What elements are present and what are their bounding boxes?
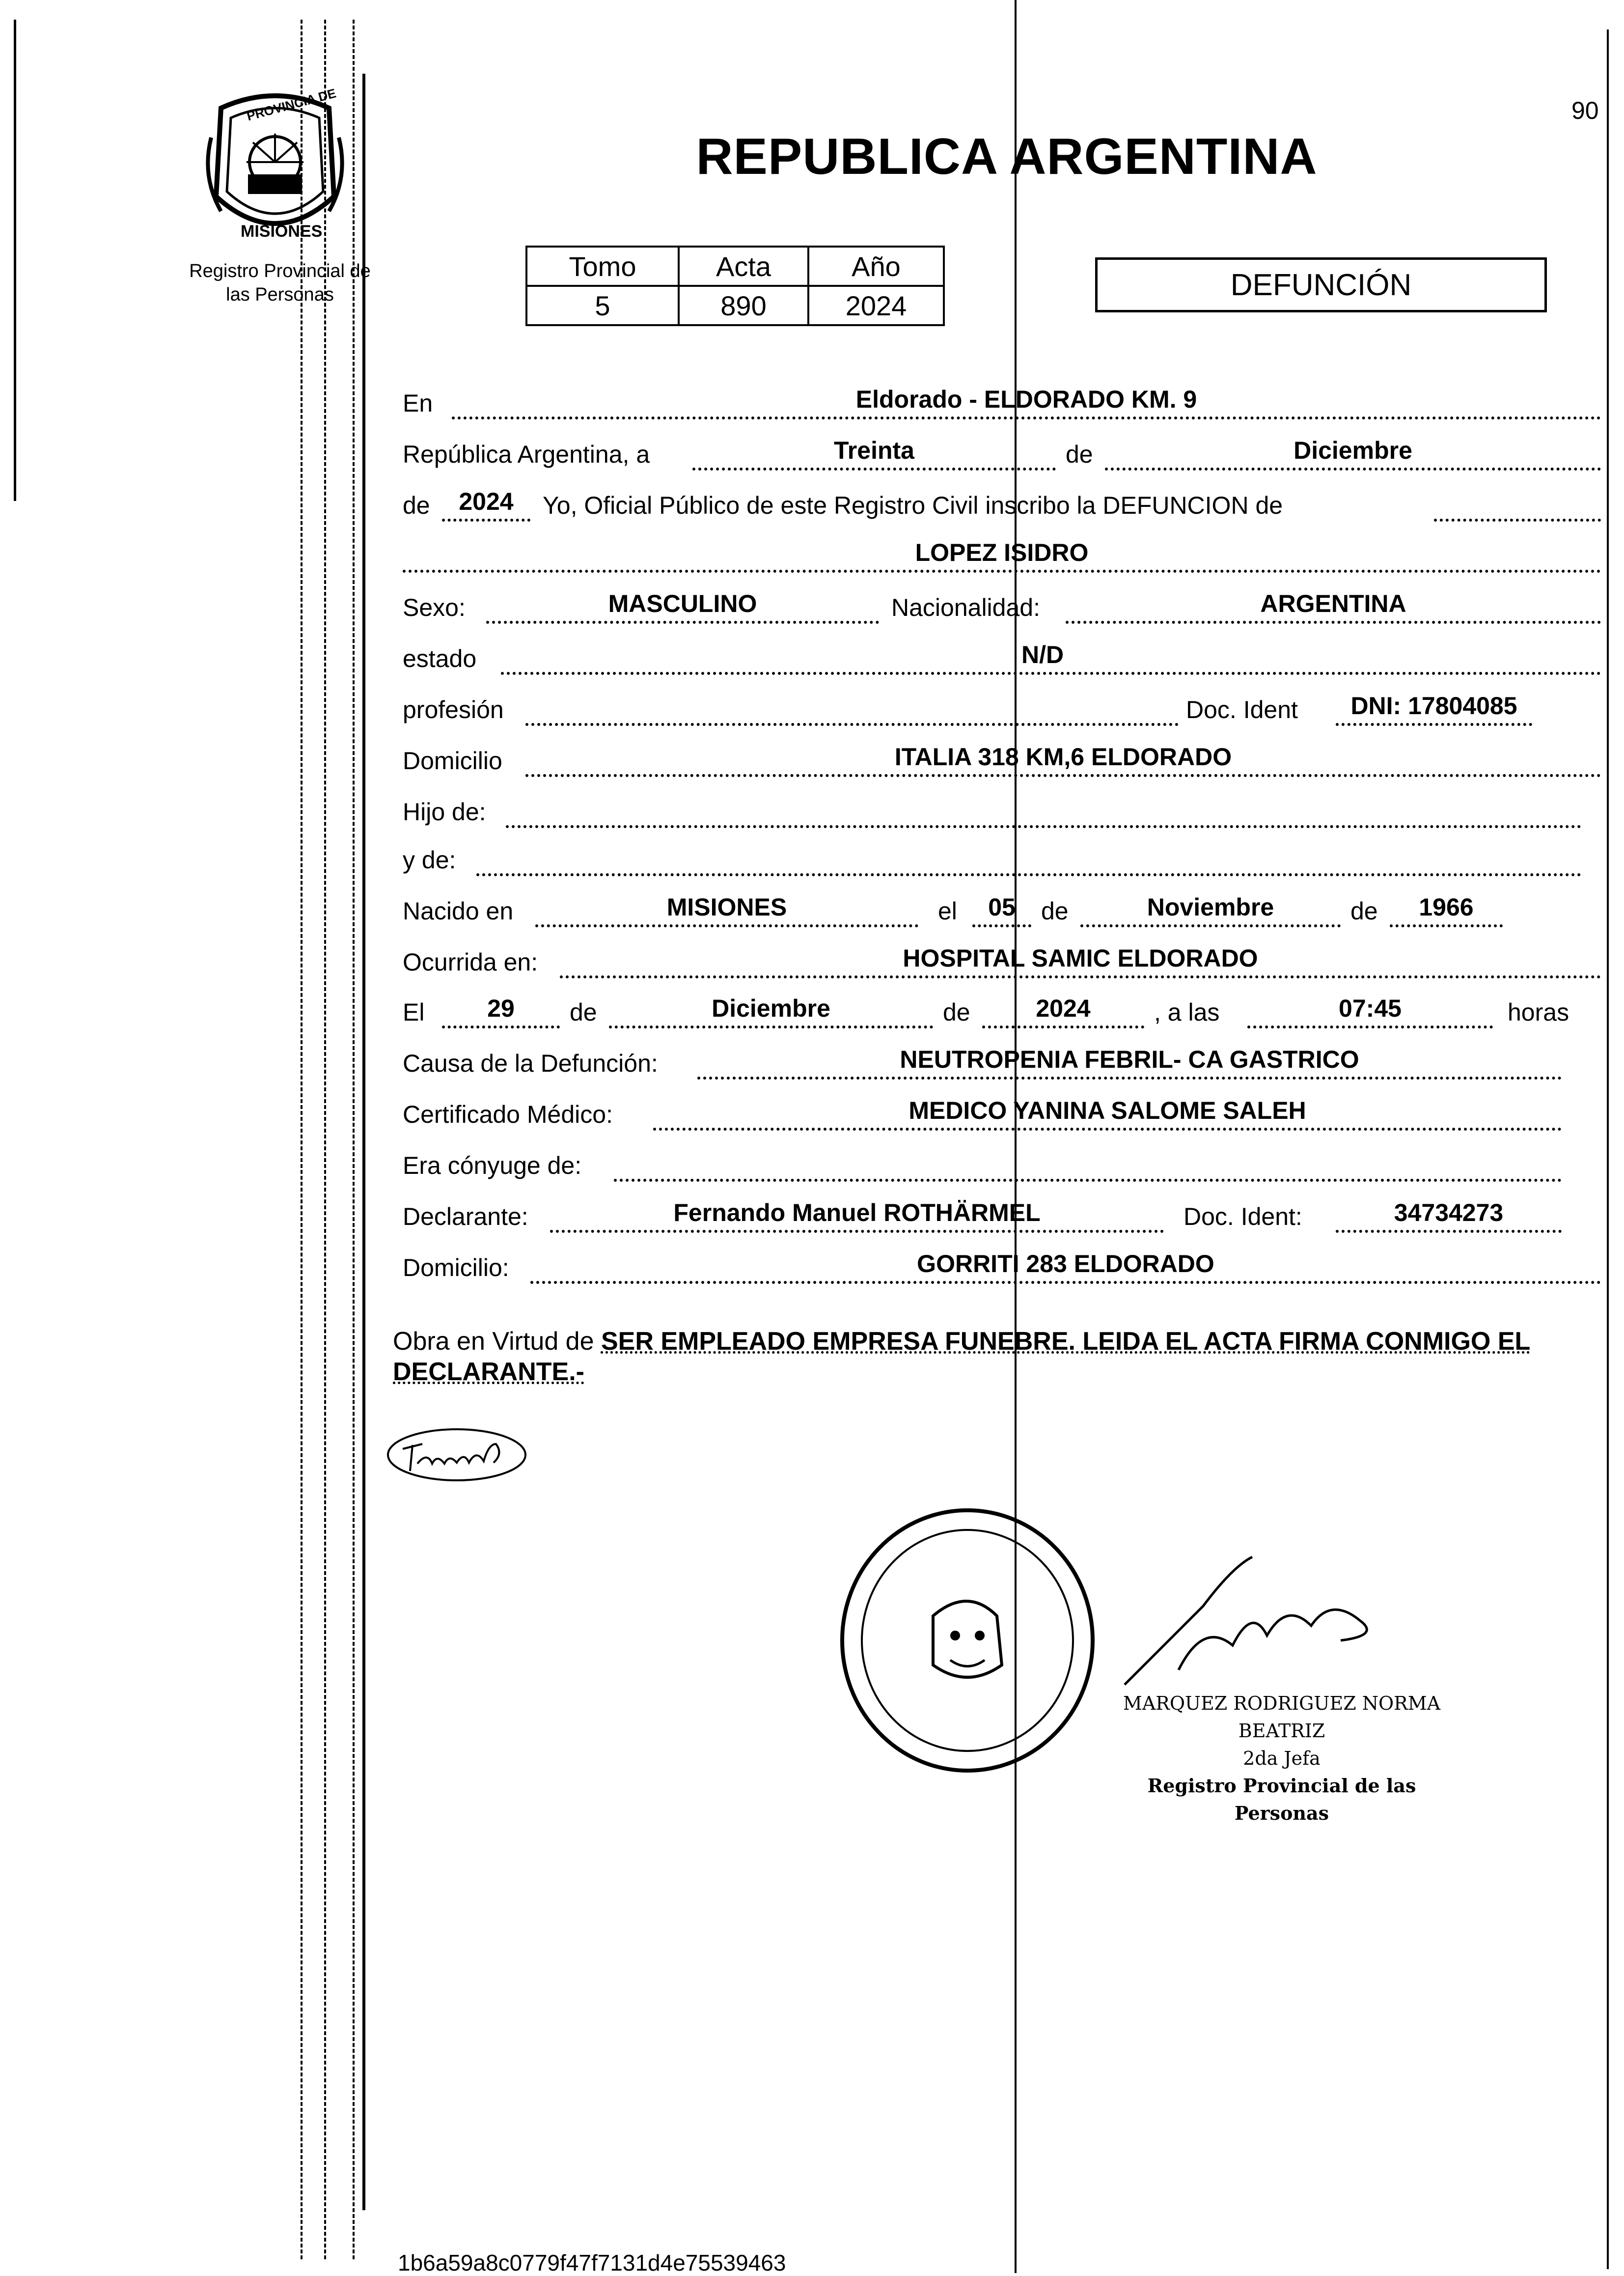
death-year: 2024: [1036, 995, 1091, 1022]
death-time: 07:45: [1339, 995, 1402, 1022]
form-row-fecha: [403, 424, 1601, 475]
scan-dash-line: [353, 20, 355, 2259]
conyuge-label: Era cónyuge de:: [403, 1152, 582, 1179]
form-row-y-de: [403, 830, 1601, 881]
nacionalidad-label: Nacionalidad:: [891, 594, 1040, 621]
dotted-line: [560, 975, 1601, 978]
doc-ident-value: DNI: 17804085: [1350, 692, 1517, 720]
obra-value: SER EMPLEADO EMPRESA FUNEBRE. LEIDA EL ACTA FIRMA CONMIGO EL DECLARANTE.-: [393, 1327, 1531, 1386]
dotted-line: [442, 1026, 560, 1028]
official-signature-block: [1100, 1690, 1463, 1827]
republica-label: República Argentina, a: [403, 441, 650, 468]
form-row-oficial: [403, 475, 1601, 527]
document-hash: 1b6a59a8c0779f47f7131d4e75539463: [398, 2250, 786, 2276]
page-number: 90: [1571, 97, 1599, 124]
de-label: de: [1350, 897, 1378, 925]
form-row-fecha-defuncion: [403, 982, 1601, 1033]
death-day: 29: [487, 995, 515, 1022]
registration-day: Treinta: [834, 437, 914, 464]
sexo-label: Sexo:: [403, 594, 466, 621]
cause-of-death-value: NEUTROPENIA FEBRIL- CA GASTRICO: [900, 1046, 1359, 1073]
dotted-line: [1434, 519, 1601, 522]
dotted-line: [972, 924, 1031, 927]
death-month: Diciembre: [712, 995, 830, 1022]
dotted-line: [1066, 621, 1601, 624]
official-office: Registro Provincial de las Personas: [1147, 1775, 1416, 1824]
document-type-box: DEFUNCIÓN: [1095, 257, 1547, 312]
form-row-nombre: [403, 527, 1601, 578]
document-title: REPUBLICA ARGENTINA: [696, 128, 1318, 185]
record-header-acta: Acta: [679, 247, 808, 286]
hijo-label: Hijo de:: [403, 798, 486, 826]
dotted-line: [692, 468, 1056, 471]
official-name: MARQUEZ RODRIGUEZ NORMA BEATRIZ: [1123, 1693, 1441, 1742]
dotted-line: [1105, 468, 1601, 471]
birth-month: Noviembre: [1147, 893, 1274, 921]
dotted-line: [982, 1026, 1144, 1028]
obra-label: Obra en Virtud de: [393, 1327, 594, 1356]
form-row-conyuge: [403, 1136, 1601, 1187]
dotted-line: [525, 723, 1179, 726]
form-row-nacido: [403, 881, 1601, 932]
dotted-line: [403, 570, 1601, 573]
dotted-line: [525, 774, 1601, 777]
dotted-line: [530, 1281, 1601, 1284]
dotted-line: [1336, 723, 1532, 726]
obra-en-virtud-paragraph: [393, 1326, 1586, 1387]
form-row-declarante: [403, 1187, 1601, 1238]
decl-domicilio-label: Domicilio:: [403, 1254, 509, 1281]
place-value: Eldorado - ELDORADO KM. 9: [855, 386, 1197, 413]
oficial-text: Yo, Oficial Público de este Registro Civil inscribo la DEFUNCION de: [543, 492, 1283, 519]
declarant-doc-value: 34734273: [1394, 1199, 1504, 1226]
dotted-line: [653, 1128, 1562, 1131]
dotted-line: [476, 873, 1581, 876]
de-label: de: [943, 999, 970, 1026]
dotted-line: [506, 825, 1581, 828]
de-label: de: [1066, 441, 1093, 468]
registry-name: Registro Provincial de las Personas: [189, 261, 371, 305]
official-stamp: [835, 1503, 1100, 1778]
declarant-signature: [383, 1424, 530, 1488]
deceased-name: LOPEZ ISIDRO: [915, 539, 1089, 566]
nationality-value: ARGENTINA: [1260, 590, 1406, 617]
de-label: de: [403, 492, 430, 519]
form-row-ocurrida: [403, 932, 1601, 983]
a-las-label: , a las: [1154, 999, 1220, 1026]
dotted-line: [614, 1179, 1562, 1182]
el-label: el: [938, 897, 957, 925]
official-role: 2da Jefa: [1243, 1748, 1321, 1769]
horas-label: horas: [1508, 999, 1569, 1026]
sex-value: MASCULINO: [608, 590, 757, 617]
scan-edge-line: [14, 20, 16, 501]
seal-text-top: PROVINCIA DE: [245, 85, 338, 124]
record-header-tomo: Tomo: [526, 247, 679, 286]
registration-year: 2024: [459, 488, 514, 515]
form-row-decl-domicilio: [403, 1238, 1601, 1289]
scan-dash-line: [324, 20, 326, 2259]
form-row-hijo: [403, 782, 1601, 833]
medical-certificate-value: MEDICO YANINA SALOME SALEH: [908, 1097, 1306, 1124]
dotted-line: [550, 1230, 1164, 1233]
dotted-line: [452, 416, 1601, 419]
official-signature: [1105, 1547, 1449, 1694]
form-row-en: [403, 373, 1601, 424]
civil-status-value: N/D: [1021, 641, 1064, 668]
scan-dash-line: [301, 20, 303, 2259]
causa-label: Causa de la Defunción:: [403, 1050, 658, 1077]
record-number-table: [525, 246, 945, 326]
y-de-label: y de:: [403, 846, 456, 874]
domicilio-label: Domicilio: [403, 747, 502, 775]
doc-ident-label: Doc. Ident: [1186, 696, 1298, 723]
address-value: ITALIA 318 KM,6 ELDORADO: [894, 743, 1232, 771]
dotted-line: [1390, 924, 1503, 927]
certificado-label: Certificado Médico:: [403, 1101, 613, 1128]
profesion-label: profesión: [403, 696, 504, 723]
de-label: de: [1041, 897, 1069, 925]
estado-label: estado: [403, 645, 477, 672]
registration-month: Diciembre: [1294, 437, 1412, 464]
province-seal-logo: [201, 85, 349, 250]
seal-text-bottom: MISIONES: [241, 222, 323, 241]
form-row-estado: [403, 629, 1601, 680]
declarant-address-value: GORRITI 283 ELDORADO: [917, 1250, 1214, 1277]
form-row-causa: [403, 1033, 1601, 1084]
record-header-anio: Año: [808, 247, 944, 286]
nacido-label: Nacido en: [403, 897, 514, 925]
dotted-line: [609, 1026, 933, 1028]
form-row-profesion: [403, 680, 1601, 731]
dotted-line: [1336, 1230, 1562, 1233]
dotted-line: [1247, 1026, 1493, 1028]
dotted-line: [697, 1077, 1562, 1080]
death-place-value: HOSPITAL SAMIC ELDORADO: [903, 944, 1258, 972]
dotted-line: [535, 924, 918, 927]
birth-year: 1966: [1419, 893, 1474, 921]
birth-day: 05: [988, 893, 1016, 921]
el-label: El: [403, 999, 425, 1026]
record-value-anio: 2024: [808, 286, 944, 325]
dotted-line: [1080, 924, 1341, 927]
scan-edge-line: [362, 74, 365, 2210]
record-value-acta: 890: [679, 286, 808, 325]
de-label: de: [570, 999, 597, 1026]
dotted-line: [501, 672, 1601, 675]
declarante-label: Declarante:: [403, 1203, 528, 1230]
record-value-tomo: 5: [526, 286, 679, 325]
en-label: En: [403, 389, 433, 417]
scan-edge-line: [1607, 29, 1609, 2269]
dotted-line: [442, 519, 530, 522]
decl-doc-label: Doc. Ident:: [1184, 1203, 1302, 1230]
form-row-domicilio: [403, 731, 1601, 782]
dotted-line: [486, 621, 879, 624]
form-row-sexo: [403, 578, 1601, 629]
ocurrida-label: Ocurrida en:: [403, 948, 538, 976]
birthplace-value: MISIONES: [666, 893, 787, 921]
declarant-name-value: Fernando Manuel ROTHÄRMEL: [673, 1199, 1041, 1226]
form-row-certificado: [403, 1084, 1601, 1136]
